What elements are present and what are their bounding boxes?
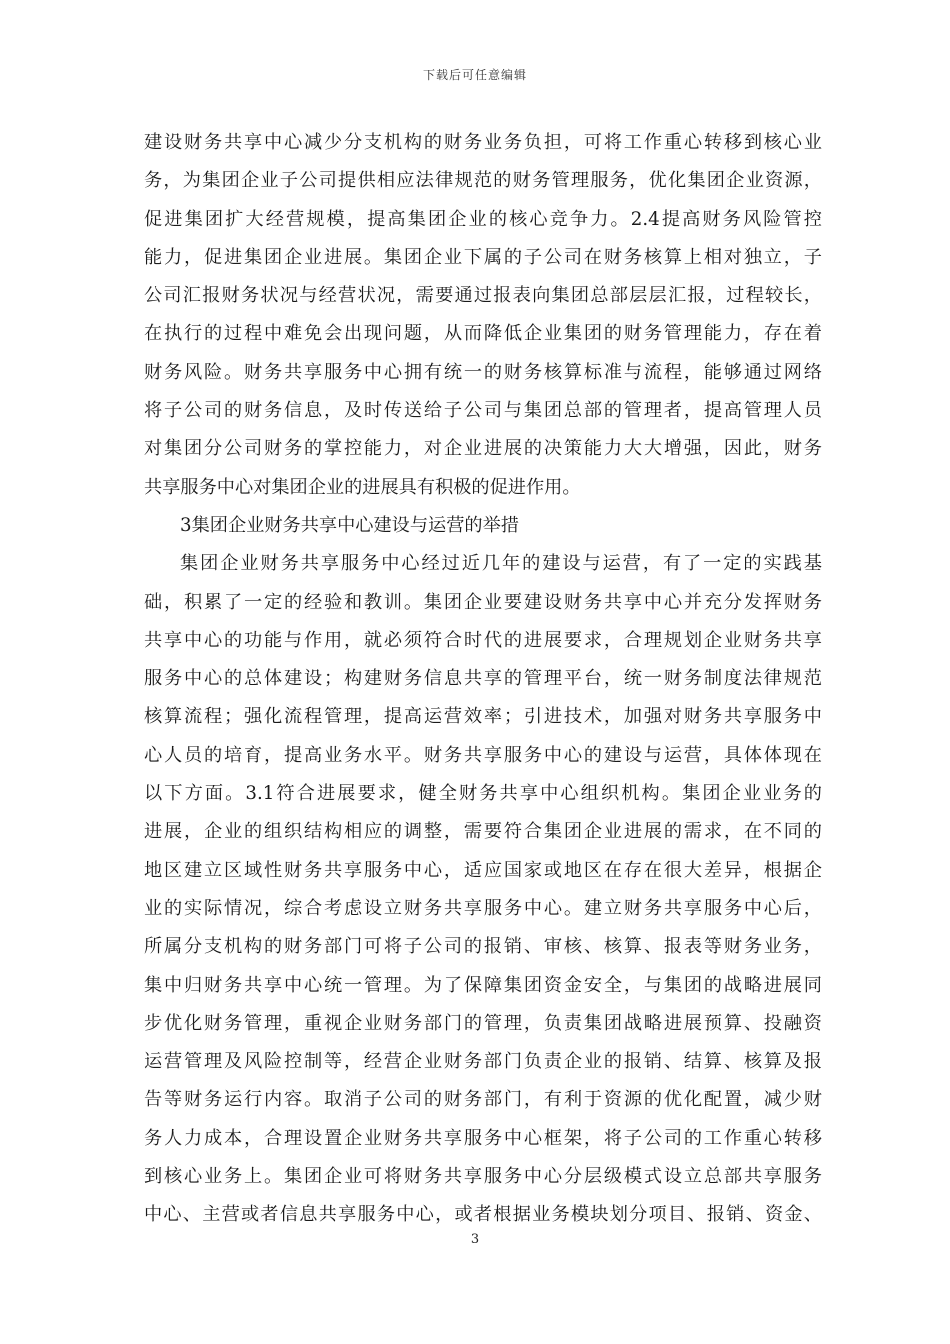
- text-line: 核算流程；强化流程管理，提高运营效率；引进技术，加强对财务共享服务中: [144, 706, 822, 728]
- text-line: 运营管理及风险控制等，经营企业财务部门负责企业的报销、结算、核算及报: [144, 1051, 822, 1073]
- text-line: 务，为集团企业子公司提供相应法律规范的财务管理服务，优化集团企业资源，: [144, 170, 822, 192]
- paragraph-end-line: 共享服务中心对集团企业的进展具有积极的促进作用。: [144, 476, 581, 498]
- text-line: 到核心业务上。集团企业可将财务共享服务中心分层级模式设立总部共享服务: [144, 1166, 822, 1188]
- text-line: 中心、主营或者信息共享服务中心，或者根据业务模块划分项目、报销、资金、: [144, 1204, 822, 1226]
- text-line: 务人力成本，合理设置企业财务共享服务中心框架，将子公司的工作重心转移: [144, 1127, 822, 1149]
- text-line: 财务风险。财务共享服务中心拥有统一的财务核算标准与流程，能够通过网络: [144, 361, 822, 383]
- text-line: 促进集团扩大经营规模，提高集团企业的核心竞争力。2.4提高财务风险管控: [144, 208, 822, 230]
- page-header-note: 下载后可任意编辑: [422, 68, 527, 82]
- text-line: 集中归财务共享中心统一管理。为了保障集团资金安全，与集团的战略进展同: [144, 974, 822, 996]
- paragraph-first-line: 集团企业财务共享服务中心经过近几年的建设与运营，有了一定的实践基: [180, 553, 822, 575]
- text-line: 将子公司的财务信息，及时传送给子公司与集团总部的管理者，提高管理人员: [144, 400, 822, 422]
- text-line: 进展，企业的组织结构相应的调整，需要符合集团企业进展的需求，在不同的: [144, 821, 822, 843]
- text-line: 告等财务运行内容。取消子公司的财务部门，有利于资源的优化配置，减少财: [144, 1089, 822, 1111]
- text-line: 所属分支机构的财务部门可将子公司的报销、审核、核算、报表等财务业务，: [144, 936, 822, 958]
- document-body: [144, 124, 822, 1235]
- text-line: 共享中心的功能与作用，就必须符合时代的进展要求，合理规划企业财务共享: [144, 629, 822, 651]
- section-heading: 3集团企业财务共享中心建设与运营的举措: [180, 514, 519, 536]
- text-line: 公司汇报财务状况与经营状况，需要通过报表向集团总部层层汇报，过程较长，: [144, 285, 822, 307]
- page-number: 3: [470, 1232, 480, 1247]
- text-line: 心人员的培育，提高业务水平。财务共享服务中心的建设与运营，具体体现在: [144, 744, 822, 766]
- text-line: 对集团分公司财务的掌控能力，对企业进展的决策能力大大增强，因此，财务: [144, 438, 822, 460]
- text-line: 能力，促进集团企业进展。集团企业下属的子公司在财务核算上相对独立，子: [144, 246, 822, 268]
- text-line: 在执行的过程中难免会出现问题，从而降低企业集团的财务管理能力，存在着: [144, 323, 822, 345]
- text-line: 础，积累了一定的经验和教训。集团企业要建设财务共享中心并充分发挥财务: [144, 591, 822, 613]
- text-line: 地区建立区域性财务共享服务中心，适应国家或地区在存在很大差异，根据企: [144, 859, 822, 881]
- text-line: 业的实际情况，综合考虑设立财务共享服务中心。建立财务共享服务中心后，: [144, 897, 822, 919]
- text-line: 服务中心的总体建设；构建财务信息共享的管理平台，统一财务制度法律规范: [144, 668, 822, 690]
- text-line: 以下方面。3.1符合进展要求，健全财务共享中心组织机构。集团企业业务的: [144, 783, 822, 805]
- text-line: 步优化财务管理，重视企业财务部门的管理，负责集团战略进展预算、投融资: [144, 1012, 822, 1034]
- text-line: 建设财务共享中心减少分支机构的财务业务负担，可将工作重心转移到核心业: [144, 132, 822, 153]
